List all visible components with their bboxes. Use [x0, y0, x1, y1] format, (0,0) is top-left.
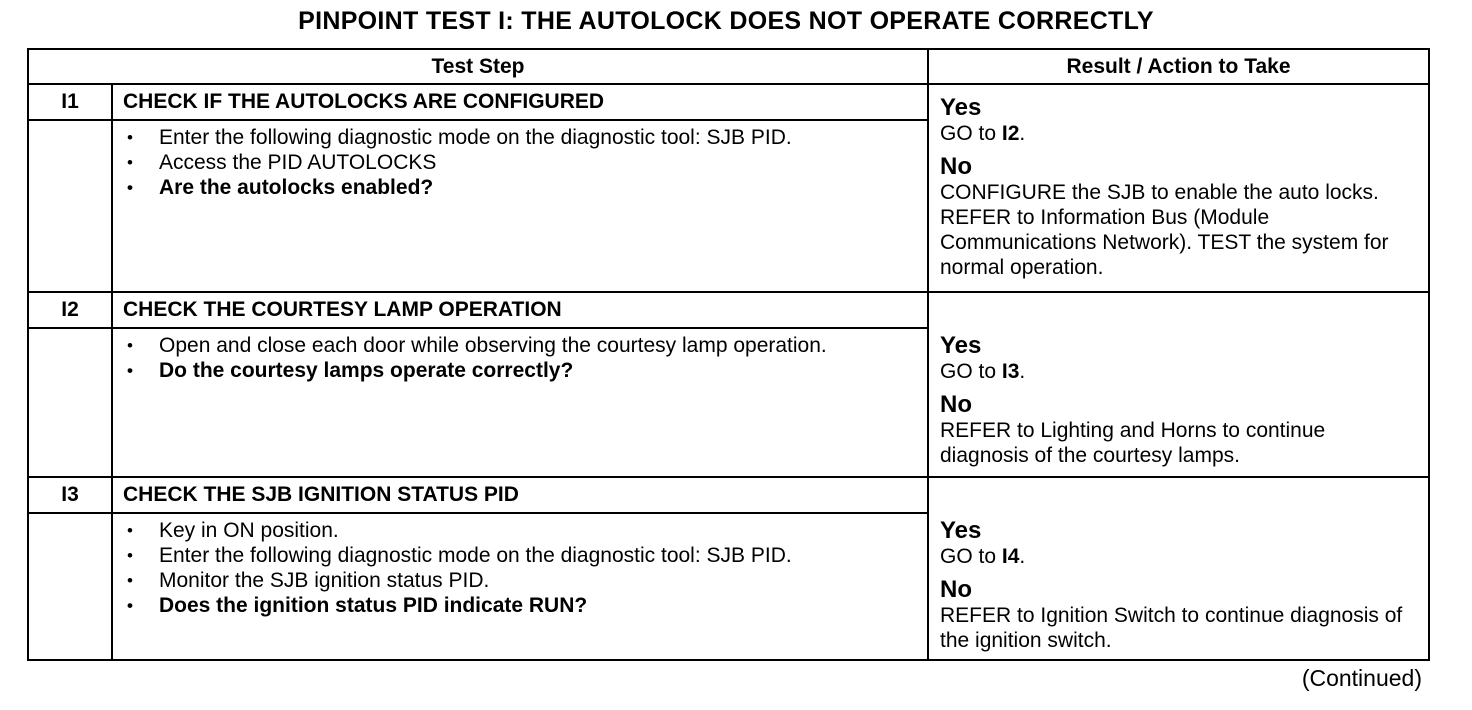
step-title: CHECK THE SJB IGNITION STATUS PID: [112, 477, 928, 513]
step-title: CHECK IF THE AUTOLOCKS ARE CONFIGURED: [112, 84, 928, 120]
yes-action: GO to I3.: [940, 360, 1026, 384]
result-cell: [928, 292, 1429, 476]
goto-step-link: I4: [1001, 544, 1020, 568]
list-item: • Access the PID AUTOLOCKS: [127, 150, 887, 175]
test-step-header: Test Step: [28, 49, 928, 84]
goto-step-link: I2: [1001, 122, 1020, 146]
page-title: PINPOINT TEST I: THE AUTOLOCK DOES NOT OPERATE CORRECTLY: [298, 7, 1154, 35]
step-title-row: [28, 477, 1429, 513]
step-instructions: [112, 513, 928, 660]
result-cell: [928, 477, 1429, 660]
step-id: I2: [28, 292, 112, 328]
step-question: • Do the courtesy lamps operate correctly?: [127, 358, 887, 383]
list-item: • Enter the following diagnostic mode on the diagnostic tool: SJB PID.: [127, 125, 887, 150]
yes-action: GO to I4.: [940, 544, 1026, 568]
list-item: • Enter the following diagnostic mode on the diagnostic tool: SJB PID.: [127, 543, 887, 568]
list-item: • Open and close each door while observing the courtesy lamp operation.: [127, 333, 887, 358]
step-id: I1: [28, 84, 112, 120]
result-header: Result / Action to Take: [928, 49, 1429, 84]
continued-note: (Continued): [1301, 665, 1422, 691]
pinpoint-test-table: [27, 48, 1430, 661]
no-label: No: [940, 391, 972, 419]
step-title-row: [28, 84, 1429, 120]
goto-step-link: I3: [1001, 360, 1020, 384]
step-title-row: [28, 292, 1429, 328]
step-question: • Are the autolocks enabled?: [127, 175, 887, 200]
list-item: • Key in ON position.: [127, 518, 887, 543]
yes-label: Yes: [940, 94, 982, 122]
header-row: [28, 49, 1429, 84]
no-action: CONFIGURE the SJB to enable the auto locks. REFER to Information Bus (Module Communications Network). TEST the system for normal operation.: [940, 181, 1389, 280]
step-question: • Does the ignition status PID indicate RUN?: [127, 593, 887, 618]
step-title: CHECK THE COURTESY LAMP OPERATION: [112, 292, 928, 328]
yes-label: Yes: [940, 332, 982, 360]
no-action: REFER to Ignition Switch to continue diagnosis of the ignition switch.: [940, 603, 1403, 652]
step-instructions: [112, 328, 928, 476]
no-label: No: [940, 153, 972, 181]
list-item: • Monitor the SJB ignition status PID.: [127, 568, 887, 593]
step-id: I3: [28, 477, 112, 513]
yes-action: GO to I2.: [940, 122, 1026, 146]
result-cell: [928, 84, 1429, 292]
no-label: No: [940, 575, 972, 603]
step-instructions: [112, 120, 928, 292]
no-action: REFER to Lighting and Horns to continue diagnosis of the courtesy lamps.: [940, 419, 1326, 468]
yes-label: Yes: [940, 516, 982, 544]
